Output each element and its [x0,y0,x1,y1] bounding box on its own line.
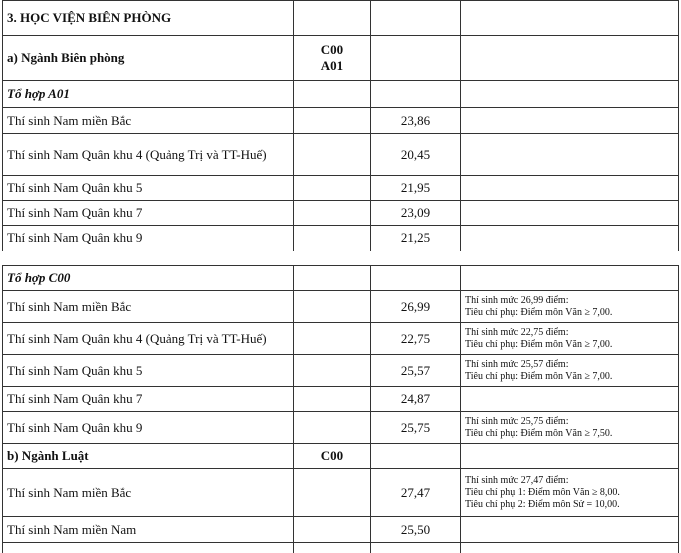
table-row: Thí sinh Nam Quân khu 4 (Quảng Trị và TT-Huế) 22,75 Thí sinh mức 22,75 điểm: Tiêu chí phụ: Điểm môn Văn ≥ 7,00. [3,323,679,355]
institution-title: 3. HỌC VIỆN BIÊN PHÒNG [3,1,294,36]
table-row: Thí sinh Nam Quân khu 5 21,95 [3,176,679,201]
group-row [3,266,679,291]
table-row: Thí sinh Nam miền Bắc 23,86 [3,108,679,134]
major-row [3,444,679,469]
major-row [3,36,679,81]
subject-codes: C00 A01 [294,36,371,81]
table-row: Thí sinh Nam Quân khu 4 (Quảng Trị và TT-Huế) 20,45 [3,134,679,176]
table-row: Thí sinh Nam Quân khu 7 23,09 [3,201,679,226]
criteria-note: Thí sinh mức 22,75 điểm: Tiêu chí phụ: Điểm môn Văn ≥ 7,00. [461,323,679,355]
table-row: Thí sinh Nam miền Bắc 26,99 Thí sinh mức 26,99 điểm: Tiêu chí phụ: Điểm môn Văn ≥ 7,00. [3,291,679,323]
major-label: a) Ngành Biên phòng [3,36,294,81]
table-row: Thí sinh Nam Quân khu 5 25,57 Thí sinh mức 25,57 điểm: Tiêu chí phụ: Điểm môn Văn ≥ 7,00. [3,355,679,387]
criteria-note: Thí sinh mức 27,47 điểm: Tiêu chí phụ 1: Điểm môn Văn ≥ 8,00. Tiêu chí phụ 2: Điểm môn Sử = 10,00. [461,469,679,517]
table-row: Thí sinh Nam Quân khu 9 21,25 [3,226,679,251]
admission-table-part1 [2,0,679,251]
criteria-note: Thí sinh mức 25,75 điểm: Tiêu chí phụ: Điểm môn Văn ≥ 7,50. [461,412,679,444]
subject-code: C00 [294,444,371,469]
title-row [3,1,679,36]
criteria-note: Thí sinh mức 26,99 điểm: Tiêu chí phụ: Điểm môn Văn ≥ 7,00. [461,291,679,323]
criteria-note: Thí sinh mức 25,57 điểm: Tiêu chí phụ: Điểm môn Văn ≥ 7,00. [461,355,679,387]
table-row: Thí sinh Nam miền Nam 25,50 [3,517,679,543]
table-row: Thí sinh Nam miền Bắc 27,47 Thí sinh mức 27,47 điểm: Tiêu chí phụ 1: Điểm môn Văn ≥ 8,00. Tiêu chí phụ 2: Điểm môn Sử = 10,00. [3,469,679,517]
admission-table-part2 [2,265,679,553]
table-row: Thí sinh Nam Quân khu 9 25,75 Thí sinh mức 25,75 điểm: Tiêu chí phụ: Điểm môn Văn ≥ 7,50. [3,412,679,444]
table-row: Thí sinh Nam Quân khu 7 24,87 [3,387,679,412]
group-label: Tổ hợp A01 [3,81,294,108]
group-row [3,81,679,108]
major-label: b) Ngành Luật [3,444,294,469]
group-label: Tổ hợp C00 [3,266,294,291]
